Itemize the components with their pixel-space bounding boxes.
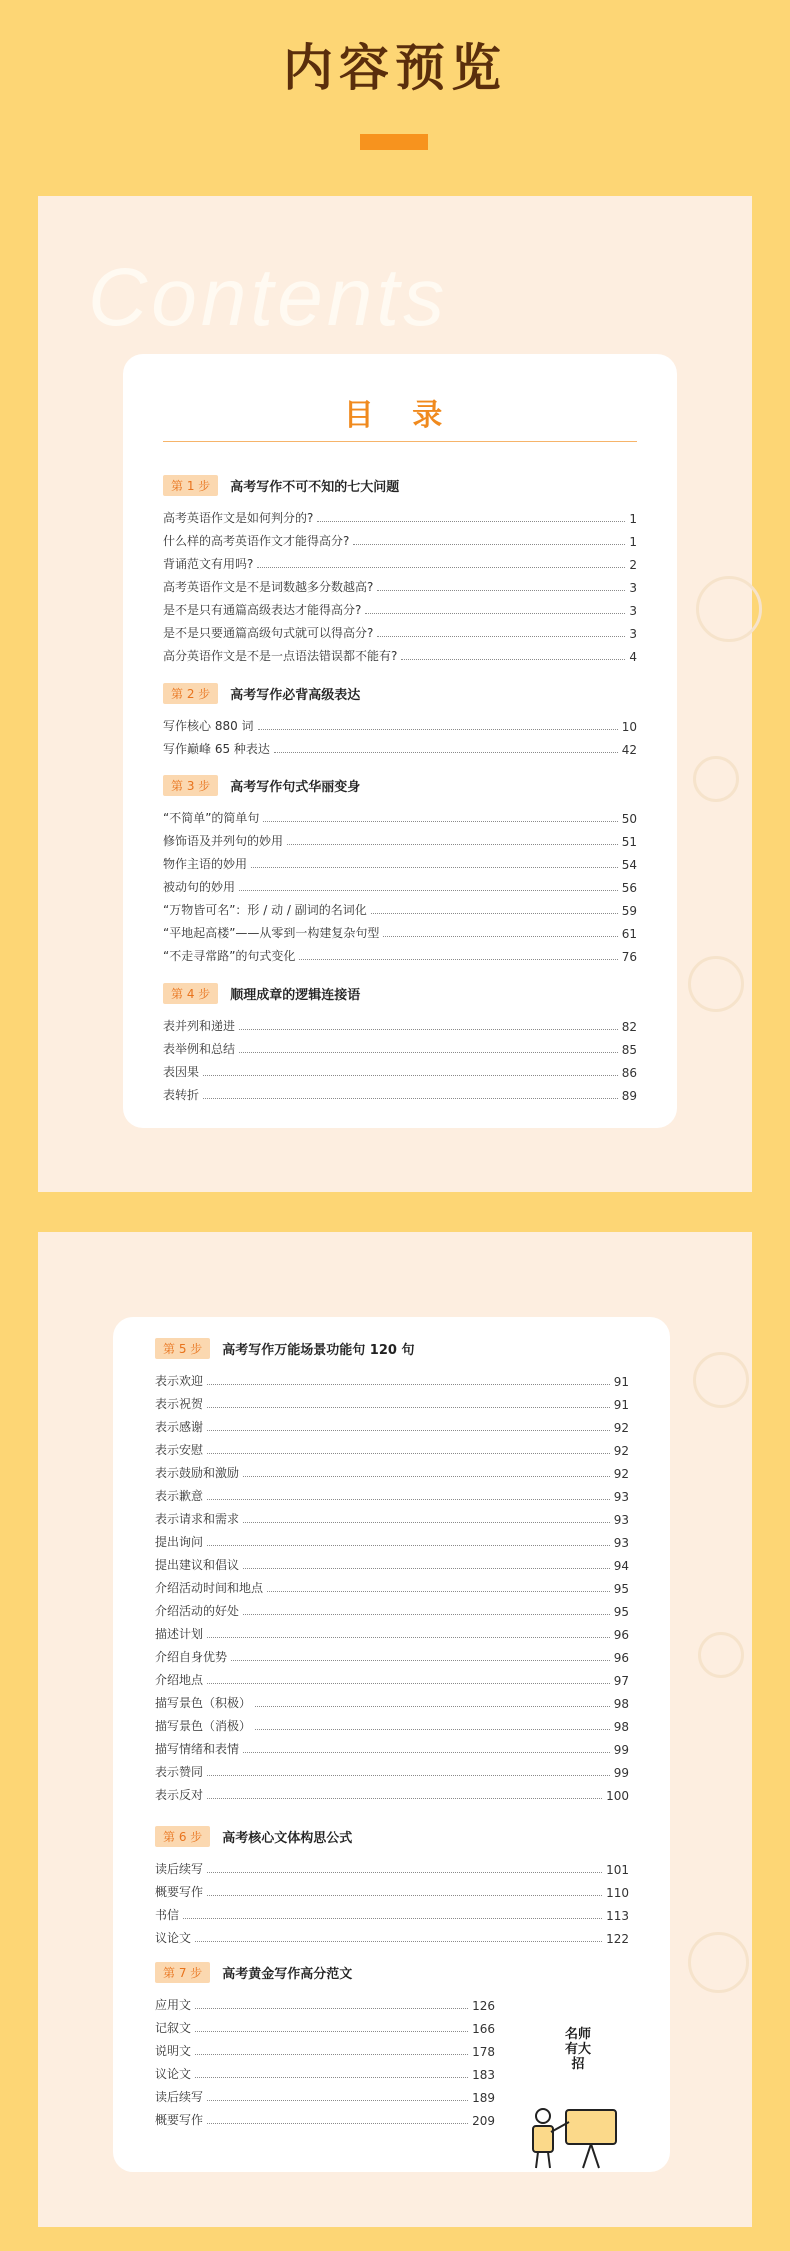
entry-page: 92 [613, 1421, 629, 1435]
entry-page: 93 [613, 1513, 629, 1527]
entry-page: 76 [621, 950, 637, 964]
entry-text: 描写景色（消极） [155, 1719, 252, 1733]
entry-text: 高考英语作文是如何判分的? [163, 511, 314, 525]
toc-entry[interactable] [163, 803, 637, 826]
toc-entry[interactable] [155, 1619, 629, 1642]
toc-entry[interactable] [155, 1642, 629, 1665]
entry-page: 10 [621, 720, 637, 734]
decorative-circle [693, 756, 739, 802]
decorative-circle [688, 956, 744, 1012]
section-title: 高考写作句式华丽变身 [230, 779, 361, 795]
toc-entry[interactable] [163, 526, 637, 549]
toc-entry[interactable] [163, 641, 637, 664]
entry-page: 93 [613, 1536, 629, 1550]
entry-text: “万物皆可名”：形 / 动 / 副词的名词化 [163, 903, 367, 917]
entry-text: “不简单”的简单句 [163, 811, 260, 825]
decorative-circle [688, 1932, 749, 1993]
toc-entry[interactable] [155, 1688, 629, 1711]
entry-page: 1 [629, 535, 637, 549]
toc-heading-rule [163, 441, 637, 442]
entry-text: 描述计划 [155, 1627, 204, 1641]
entry-page: 86 [621, 1066, 637, 1080]
entry-page: 92 [613, 1444, 629, 1458]
entry-text: 写作核心 880 词 [163, 719, 254, 733]
entry-page: 54 [621, 858, 637, 872]
entry-page: 3 [629, 604, 637, 618]
entry-text: 表示感谢 [155, 1420, 204, 1434]
entry-text: 说明文 [155, 2044, 192, 2058]
entry-text: 高考英语作文是不是词数越多分数越高? [163, 580, 374, 594]
entry-page: 93 [613, 1490, 629, 1504]
entry-text: 概要写作 [155, 2113, 204, 2127]
toc-heading: 目 录 [343, 398, 457, 433]
entry-page: 166 [472, 2022, 495, 2036]
entry-page: 59 [621, 904, 637, 918]
toc-entry[interactable] [155, 1780, 629, 1803]
entry-page: 95 [613, 1605, 629, 1619]
section-title: 高考写作不可不知的七大问题 [230, 479, 400, 495]
toc-entry[interactable] [155, 1481, 629, 1504]
toc-entry[interactable] [155, 1711, 629, 1734]
entry-text: 应用文 [155, 1998, 192, 2012]
toc-entry[interactable] [155, 1900, 629, 1923]
step-tag: 第 1 步 [163, 475, 218, 496]
toc-entry[interactable] [155, 1412, 629, 1435]
toc-entry[interactable] [163, 595, 637, 618]
entry-page: 4 [629, 650, 637, 664]
entry-text: “平地起高楼”——从零到一构建复杂句型 [163, 926, 380, 940]
entry-page: 110 [606, 1886, 629, 1900]
toc-entry[interactable] [163, 941, 637, 964]
entry-page: 113 [606, 1909, 629, 1923]
section-title: 高考黄金写作高分范文 [222, 1966, 353, 1982]
entry-text: 表示歉意 [155, 1489, 204, 1503]
toc-entry[interactable] [155, 1527, 629, 1550]
entry-text: 介绍活动的好处 [155, 1604, 240, 1618]
entry-text: 议论文 [155, 2067, 192, 2081]
toc-entry[interactable] [163, 872, 637, 895]
entry-page: 95 [613, 1582, 629, 1596]
entry-page: 100 [606, 1789, 629, 1803]
step-tag: 第 2 步 [163, 683, 218, 704]
toc-entry[interactable] [155, 1665, 629, 1688]
teacher-tip-badge: 名师有大招 [564, 2027, 591, 2072]
entry-text: 什么样的高考英语作文才能得高分? [163, 534, 350, 548]
entry-text: 表示欢迎 [155, 1374, 204, 1388]
entry-text: 写作巅峰 65 种表达 [163, 742, 270, 756]
entry-page: 99 [613, 1766, 629, 1780]
toc-card-1 [123, 354, 677, 1128]
teacher-illustration-icon [521, 2102, 631, 2172]
toc-entry[interactable] [163, 1011, 637, 1034]
entry-page: 183 [472, 2068, 495, 2082]
entry-text: 背诵范文有用吗? [163, 557, 254, 571]
step-tag: 第 4 步 [163, 983, 218, 1004]
toc-entry[interactable] [163, 734, 637, 757]
entry-text: 表转折 [163, 1088, 200, 1102]
entry-page: 99 [613, 1743, 629, 1757]
toc-entry[interactable] [155, 1366, 629, 1389]
entry-text: 表举例和总结 [163, 1042, 236, 1056]
toc-entry[interactable] [155, 1458, 629, 1481]
section-title: 高考核心文体构思公式 [222, 1830, 353, 1846]
toc-section-5 [155, 1337, 629, 1803]
toc-section-2 [163, 682, 637, 757]
entry-text: 表并列和递进 [163, 1019, 236, 1033]
entry-text: 概要写作 [155, 1885, 204, 1899]
toc-section-4 [163, 982, 637, 1103]
entry-page: 101 [606, 1863, 629, 1877]
toc-card-2 [113, 1317, 670, 2172]
entry-page: 98 [613, 1697, 629, 1711]
entry-text: 描写情绪和表情 [155, 1742, 240, 1756]
entry-text: 书信 [155, 1908, 180, 1922]
entry-page: 56 [621, 881, 637, 895]
toc-entry[interactable] [155, 2105, 495, 2128]
entry-text: 记叙文 [155, 2021, 192, 2035]
entry-text: 表示安慰 [155, 1443, 204, 1457]
entry-text: 介绍自身优势 [155, 1650, 228, 1664]
toc-entry[interactable] [163, 849, 637, 872]
section-title: 顺理成章的逻辑连接语 [230, 987, 361, 1003]
toc-entry[interactable] [155, 2059, 495, 2082]
toc-entry[interactable] [155, 2013, 495, 2036]
toc-panel-2 [38, 1232, 752, 2227]
entry-text: 提出询问 [155, 1535, 204, 1549]
entry-page: 94 [613, 1559, 629, 1573]
toc-entry[interactable] [163, 918, 637, 941]
entry-page: 91 [613, 1375, 629, 1389]
entry-page: 1 [629, 512, 637, 526]
toc-entry[interactable] [155, 1923, 629, 1946]
entry-page: 98 [613, 1720, 629, 1734]
entry-text: 表示祝贺 [155, 1397, 204, 1411]
entry-page: 51 [621, 835, 637, 849]
toc-entry[interactable] [155, 1877, 629, 1900]
entry-text: 高分英语作文是不是一点语法错误都不能有? [163, 649, 398, 663]
entry-page: 50 [621, 812, 637, 826]
entry-text: 是不是只有通篇高级表达才能得高分? [163, 603, 362, 617]
entry-text: 表示请求和需求 [155, 1512, 240, 1526]
entry-page: 92 [613, 1467, 629, 1481]
toc-entry[interactable] [155, 1757, 629, 1780]
toc-entry[interactable] [163, 503, 637, 526]
entry-text: 修饰语及并列句的妙用 [163, 834, 284, 848]
toc-section-3 [163, 774, 637, 964]
toc-section-6 [155, 1825, 629, 1946]
toc-entry[interactable] [155, 2036, 495, 2059]
entry-text: 表因果 [163, 1065, 200, 1079]
entry-text: 介绍地点 [155, 1673, 204, 1687]
toc-entry[interactable] [155, 1389, 629, 1412]
step-tag: 第 6 步 [155, 1826, 210, 1847]
entry-text: “不走寻常路”的句式变化 [163, 949, 296, 963]
entry-page: 42 [621, 743, 637, 757]
toc-entry[interactable] [163, 895, 637, 918]
entry-page: 3 [629, 581, 637, 595]
entry-page: 91 [613, 1398, 629, 1412]
toc-entry[interactable] [163, 1034, 637, 1057]
title-underline [360, 134, 428, 150]
toc-entry[interactable] [155, 1990, 495, 2013]
toc-entry[interactable] [155, 2082, 495, 2105]
toc-entry[interactable] [155, 1734, 629, 1757]
entry-page: 61 [621, 927, 637, 941]
toc-entry[interactable] [163, 618, 637, 641]
section-title: 高考写作必背高级表达 [230, 687, 361, 703]
toc-entry[interactable] [155, 1854, 629, 1877]
entry-page: 2 [629, 558, 637, 572]
entry-page: 96 [613, 1628, 629, 1642]
toc-entry[interactable] [163, 1057, 637, 1080]
decorative-circle [698, 1632, 744, 1678]
entry-text: 介绍活动时间和地点 [155, 1581, 264, 1595]
entry-text: 表示鼓励和激励 [155, 1466, 240, 1480]
entry-page: 189 [472, 2091, 495, 2105]
entry-page: 209 [472, 2114, 495, 2128]
entry-text: 被动句的妙用 [163, 880, 236, 894]
entry-page: 178 [472, 2045, 495, 2059]
entry-page: 96 [613, 1651, 629, 1665]
toc-entry[interactable] [155, 1596, 629, 1619]
entry-text: 描写景色（积极） [155, 1696, 252, 1710]
entry-page: 97 [613, 1674, 629, 1688]
toc-entry[interactable] [155, 1550, 629, 1573]
entry-page: 82 [621, 1020, 637, 1034]
entry-page: 89 [621, 1089, 637, 1103]
entry-text: 议论文 [155, 1931, 192, 1945]
step-tag: 第 3 步 [163, 775, 218, 796]
entry-text: 读后续写 [155, 1862, 204, 1876]
entry-text: 表示赞同 [155, 1765, 204, 1779]
section-title: 高考写作万能场景功能句 120 句 [222, 1342, 415, 1358]
decorative-circle [693, 1352, 749, 1408]
toc-entry[interactable] [155, 1435, 629, 1458]
contents-watermark: Contents [88, 252, 449, 343]
step-tag: 第 7 步 [155, 1962, 210, 1983]
entry-text: 读后续写 [155, 2090, 204, 2104]
toc-section-1 [163, 474, 637, 664]
toc-entry[interactable] [155, 1573, 629, 1596]
decorative-circle [696, 576, 762, 642]
entry-page: 122 [606, 1932, 629, 1946]
toc-entry[interactable] [163, 572, 637, 595]
entry-text: 是不是只要通篇高级句式就可以得高分? [163, 626, 374, 640]
entry-page: 3 [629, 627, 637, 641]
toc-section-7 [155, 1961, 495, 2128]
entry-text: 提出建议和倡议 [155, 1558, 240, 1572]
entry-text: 物作主语的妙用 [163, 857, 248, 871]
page-title: 内容预览 [283, 39, 507, 97]
toc-entry[interactable] [155, 1504, 629, 1527]
entry-page: 85 [621, 1043, 637, 1057]
toc-entry[interactable] [163, 711, 637, 734]
entry-text: 表示反对 [155, 1788, 204, 1802]
entry-page: 126 [472, 1999, 495, 2013]
toc-entry[interactable] [163, 826, 637, 849]
step-tag: 第 5 步 [155, 1338, 210, 1359]
toc-panel-1 [38, 196, 752, 1192]
toc-entry[interactable] [163, 549, 637, 572]
toc-entry[interactable] [163, 1080, 637, 1103]
